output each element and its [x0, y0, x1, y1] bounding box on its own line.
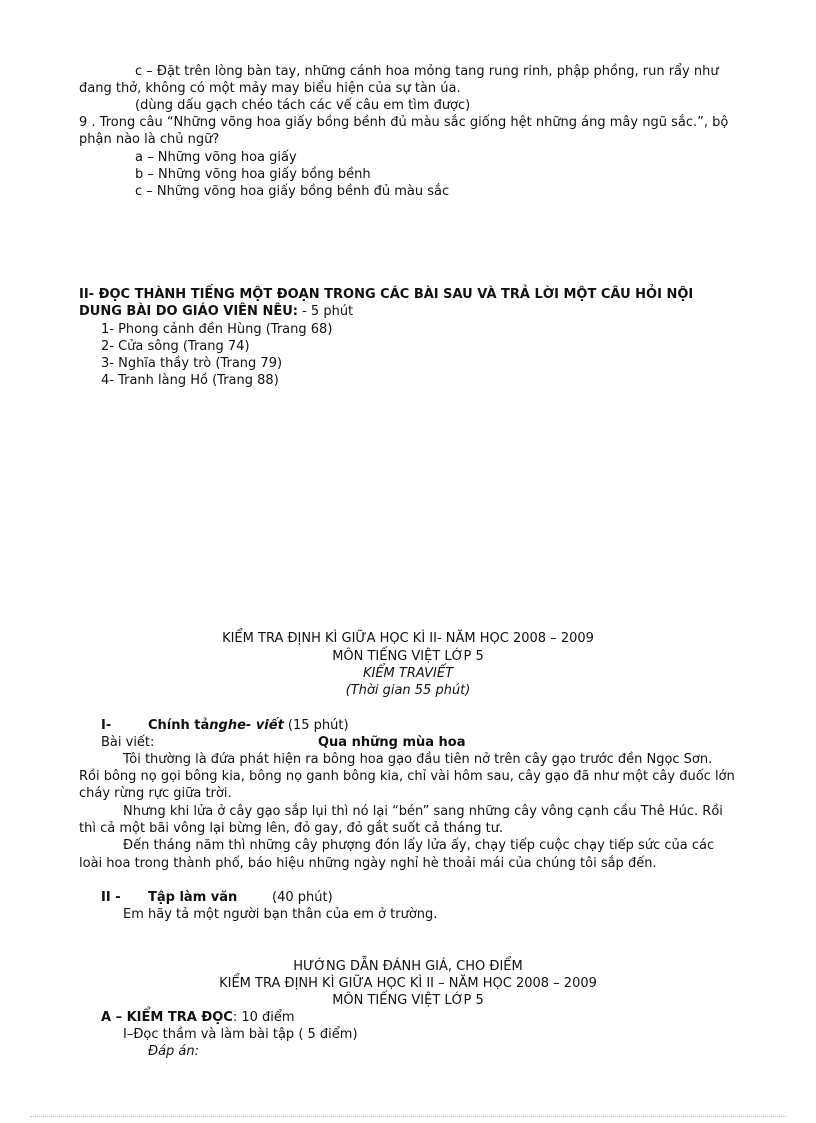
grading-section-a	[101, 1009, 295, 1026]
q8-option-c-line1: c – Đặt trên lòng bàn tay, những cánh hoa mỏng tang rung rinh, phập phồng, run rẩy như	[135, 64, 719, 79]
part2-label: II -	[101, 890, 121, 905]
section2-heading-bold: DUNG BÀI DO GIÁO VIÊN NÊU:	[79, 304, 298, 319]
part2-prompt: Em hãy tả một người bạn thân của em ở trường.	[123, 907, 438, 922]
q8-note: (dùng dấu gạch chéo tách các vế câu em tìm được)	[135, 98, 471, 113]
q9-option-a: a – Những võng hoa giấy	[135, 150, 297, 165]
section2-heading-line1: II- ĐỌC THÀNH TIẾNG MỘT ĐOẠN TRONG CÁC BÀI SAU VÀ TRẢ LỜI MỘT CÂU HỎI NỘI	[79, 287, 694, 302]
part1-title-bold: Chính tả	[148, 718, 210, 733]
grading-section-a-bold: A – KIỂM TRA ĐỌC	[101, 1010, 233, 1025]
grading-exam: KIỂM TRA ĐỊNH KÌ GIỮA HỌC KÌ II – NĂM HỌC 2008 – 2009	[219, 976, 597, 991]
part2-title: Tập làm văn	[148, 890, 238, 905]
q9-stem-line1: 9 . Trong câu “Những võng hoa giấy bồng bềnh đủ màu sắc giống hệt những áng mây ngũ sắc.”, bộ	[79, 115, 729, 130]
part1-duration: (15 phút)	[283, 718, 349, 733]
grading-title: HƯỚNG DẪN ĐÁNH GIÁ, CHO ĐIỂM	[293, 959, 523, 974]
section2-heading-line2	[79, 303, 353, 320]
exam-part: KIỂM TRAVIẾT	[362, 666, 454, 681]
reading-item-2: 2- Cửa sông (Trang 74)	[101, 339, 250, 354]
passage-line-6: Đến tháng năm thì những cây phượng đón lấy lửa ấy, chạy tiếp cuộc chạy tiếp sức của các	[123, 838, 715, 853]
grading-sub1: I–Đọc thầm và làm bài tập ( 5 điểm)	[123, 1027, 358, 1042]
passage-line-5: thì cả một bãi vông lại bừng lên, đỏ gay, đỏ gắt suốt cả tháng tư.	[79, 821, 504, 836]
reading-item-4: 4- Tranh làng Hồ (Trang 88)	[101, 373, 279, 388]
exam-title: KIỂM TRA ĐỊNH KÌ GIỮA HỌC KÌ II- NĂM HỌC 2008 – 2009	[222, 631, 594, 646]
part2-duration: (40 phút)	[272, 890, 333, 905]
exam-time: (Thời gian 55 phút)	[345, 683, 471, 698]
section2-heading-time: - 5 phút	[297, 304, 354, 319]
part1-title	[148, 717, 349, 734]
article-title: Qua những mùa hoa	[318, 735, 466, 750]
reading-item-3: 3- Nghĩa thầy trò (Trang 79)	[101, 356, 283, 371]
page-bottom-rule	[30, 1116, 786, 1117]
answer-label: Đáp án:	[148, 1044, 200, 1059]
grading-subject: MÔN TIẾNG VIỆT LỚP 5	[332, 993, 484, 1008]
grading-section-a-points: : 10 điểm	[232, 1010, 295, 1025]
passage-line-1: Tôi thường là đứa phát hiện ra bông hoa gạo đầu tiên nở trên cây gạo trước đền Ngọc Sơn.	[123, 752, 713, 767]
q8-option-c-line2: đang thở, không có một mảy may biểu hiện của sự tàn úa.	[79, 81, 461, 96]
part1-title-italic: nghe- viết	[209, 718, 284, 733]
exam-subject: MÔN TIẾNG VIỆT LỚP 5	[332, 649, 484, 664]
passage-line-4: Nhưng khi lửa ở cây gạo sắp lụi thì nó lại “bén” sang những cây vông cạnh cầu Thê Húc. Rồi	[123, 804, 723, 819]
q9-stem-line2: phận nào là chủ ngữ?	[79, 132, 220, 147]
q9-option-c: c – Những võng hoa giấy bồng bềnh đủ màu sắc	[135, 184, 450, 199]
passage-line-3: cháy rừng rực giữa trời.	[79, 786, 232, 801]
passage-line-7: loài hoa trong thành phố, báo hiệu những ngày nghỉ hè thoải mái của chúng tôi sắp đến.	[79, 856, 657, 871]
passage-line-2: Rồi bông nọ gọi bông kia, bông nọ ganh bông kia, chỉ vài hôm sau, cây gạo đã như một cây đuốc lớn	[79, 769, 735, 784]
q9-option-b: b – Những võng hoa giấy bồng bềnh	[135, 167, 371, 182]
article-label: Bài viết:	[101, 735, 155, 750]
part1-label: I-	[101, 718, 112, 733]
reading-item-1: 1- Phong cảnh đền Hùng (Trang 68)	[101, 322, 333, 337]
